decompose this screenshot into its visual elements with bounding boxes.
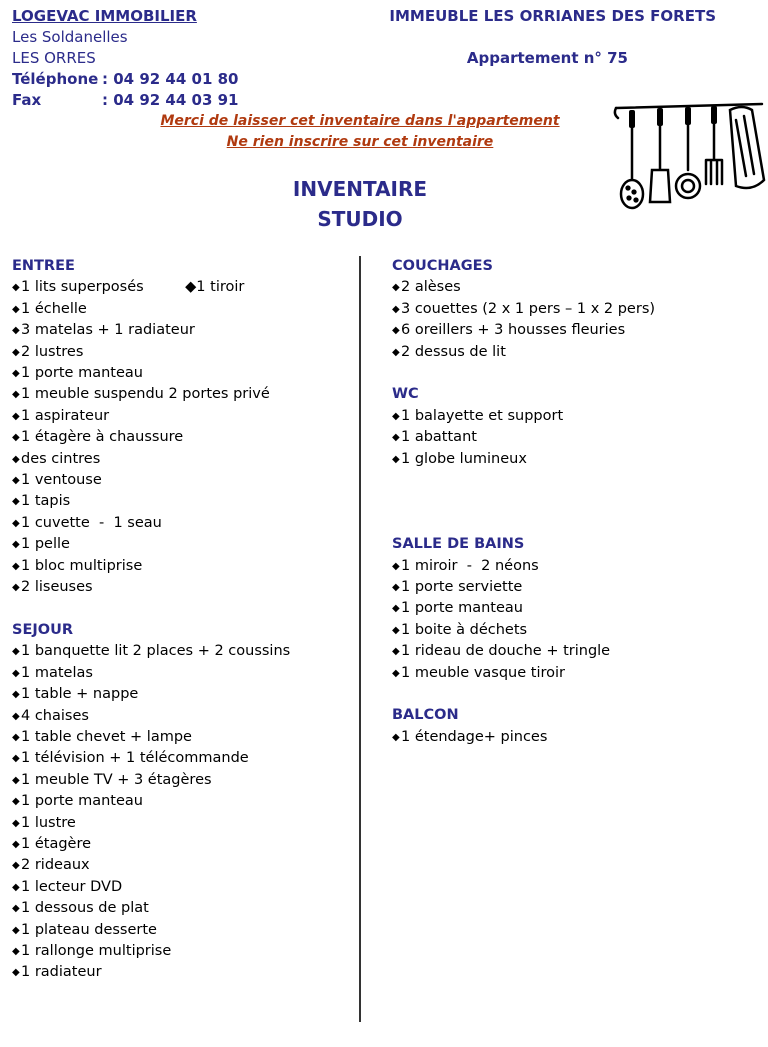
list-item: ◆1 tapis [12, 491, 352, 512]
bullet-icon: ◆ [392, 282, 400, 294]
list-item: ◆1 ventouse [12, 470, 352, 491]
list-item: ◆1 dessous de plat [12, 898, 352, 919]
bullet-icon: ◆ [12, 432, 20, 444]
notice-keep-inventory: Merci de laisser cet inventaire dans l'appartement [160, 113, 560, 129]
section-heading: SALLE DE BAINS [392, 536, 525, 553]
list-item: ◆2 dessus de lit [392, 342, 752, 363]
bullet-icon: ◆ [12, 325, 20, 337]
section-heading: SEJOUR [12, 621, 74, 638]
bullet-icon: ◆ [12, 560, 20, 572]
item-list [392, 556, 752, 684]
section-wc [392, 384, 752, 470]
section-sejour [12, 620, 352, 984]
list-item: ◆1 matelas [12, 663, 352, 684]
agency-block [12, 6, 238, 111]
list-item: ◆2 rideaux [12, 855, 352, 876]
list-item: ◆1 étagère [12, 834, 352, 855]
section-heading: COUCHAGES [392, 258, 493, 274]
list-item: ◆1 boite à déchets [392, 620, 752, 641]
list-item: ◆1 table + nappe [12, 684, 352, 705]
list-item: ◆1 échelle [12, 299, 352, 320]
item-list [392, 406, 752, 470]
section-heading: BALCON [392, 707, 459, 724]
list-item: ◆1 meuble TV + 3 étagères [12, 770, 352, 791]
page-title: INVENTAIRE [292, 177, 428, 201]
list-item: ◆2 lustres [12, 342, 352, 363]
bullet-icon: ◆ [12, 539, 20, 551]
bullet-icon: ◆ [392, 560, 400, 572]
bullet-icon: ◆ [12, 881, 20, 893]
phone-label: Téléphone [12, 70, 99, 88]
item-list [12, 641, 352, 984]
bullet-icon: ◆ [12, 646, 20, 658]
bullet-icon: ◆ [12, 582, 20, 594]
bullet-icon: ◆ [12, 903, 20, 915]
list-item: ◆1 porte manteau [12, 363, 352, 384]
item-list [12, 277, 352, 598]
agency-name: LOGEVAC IMMOBILIER [12, 7, 197, 25]
list-item: ◆3 couettes (2 x 1 pers – 1 x 2 pers) [392, 299, 752, 320]
bullet-icon: ◆ [12, 453, 20, 465]
bullet-icon: ◆ [12, 967, 20, 979]
phone-line [12, 69, 238, 90]
list-item: ◆1 radiateur [12, 962, 352, 983]
list-item: ◆1 bloc multiprise [12, 556, 352, 577]
bullet-icon: ◆ [392, 582, 400, 594]
section-entree [12, 256, 352, 599]
list-item: ◆des cintres [12, 449, 352, 470]
list-item: ◆1 miroir - 2 néons [392, 556, 752, 577]
bullet-icon: ◆ [12, 838, 20, 850]
agency-address-1: Les Soldanelles [12, 28, 128, 46]
kitchen-utensils-icon [612, 100, 768, 220]
list-item: ◆1 porte manteau [12, 791, 352, 812]
bullet-icon: ◆ [392, 603, 400, 615]
bullet-icon: ◆ [12, 303, 20, 315]
bullet-icon: ◆ [12, 753, 20, 765]
section-heading: WC [392, 386, 419, 403]
list-item: ◆1 lits superposés ◆1 tiroir [12, 277, 352, 298]
section-couchages [392, 256, 752, 363]
bullet-icon: ◆ [12, 945, 20, 957]
list-item: ◆1 rallonge multiprise [12, 941, 352, 962]
bullet-icon: ◆ [12, 796, 20, 808]
building-name: IMMEUBLE LES ORRIANES DES FORETS [389, 7, 716, 25]
bullet-icon: ◆ [12, 924, 20, 936]
apartment-number: Appartement n° 75 [466, 49, 628, 67]
bullet-icon: ◆ [392, 325, 400, 337]
bullet-icon: ◆ [12, 774, 20, 786]
list-item: ◆1 meuble vasque tiroir [392, 663, 752, 684]
list-item: ◆1 porte manteau [392, 598, 752, 619]
bullet-icon: ◆ [12, 496, 20, 508]
phone-number: : 04 92 44 01 80 [102, 70, 239, 88]
list-item: ◆1 télévision + 1 télécommande [12, 748, 352, 769]
fax-line [12, 90, 238, 111]
bullet-icon: ◆ [392, 646, 400, 658]
section-heading: ENTREE [12, 258, 75, 274]
section-salle-de-bains [392, 534, 752, 684]
bullet-icon: ◆ [12, 817, 20, 829]
list-item: ◆1 porte serviette [392, 577, 752, 598]
bullet-icon: ◆ [12, 710, 20, 722]
bullet-icon: ◆ [392, 346, 400, 358]
bullet-icon: ◆ [12, 346, 20, 358]
section-balcon [392, 705, 752, 748]
page-subtitle: STUDIO [317, 207, 403, 231]
list-item: ◆1 plateau desserte [12, 920, 352, 941]
item-list [392, 727, 752, 748]
bullet-icon: ◆ [12, 860, 20, 872]
list-item: ◆4 chaises [12, 706, 352, 727]
bullet-icon: ◆ [12, 689, 20, 701]
list-item: ◆1 abattant [392, 427, 752, 448]
list-item: ◆1 cuvette - 1 seau [12, 513, 352, 534]
bullet-icon: ◆ [392, 432, 400, 444]
bullet-icon: ◆ [392, 410, 400, 422]
bullet-icon: ◆ [12, 731, 20, 743]
bullet-icon: ◆ [12, 389, 20, 401]
bullet-icon: ◆ [12, 517, 20, 529]
column-divider [359, 256, 361, 1022]
list-item: ◆2 liseuses [12, 577, 352, 598]
bullet-icon: ◆ [392, 453, 400, 465]
list-item: ◆1 lecteur DVD [12, 877, 352, 898]
list-item: ◆1 meuble suspendu 2 portes privé [12, 384, 352, 405]
bullet-icon: ◆ [12, 282, 20, 294]
item-list [392, 277, 752, 363]
bullet-icon: ◆ [392, 667, 400, 679]
list-item: ◆2 alèses [392, 277, 752, 298]
left-column [12, 256, 352, 984]
list-item: ◆1 table chevet + lampe [12, 727, 352, 748]
agency-address-2: LES ORRES [12, 49, 96, 67]
list-item: ◆1 balayette et support [392, 406, 752, 427]
bullet-icon: ◆ [12, 667, 20, 679]
bullet-icon: ◆ [392, 624, 400, 636]
bullet-icon: ◆ [12, 368, 20, 380]
list-item: ◆1 globe lumineux [392, 449, 752, 470]
bullet-icon: ◆ [12, 475, 20, 487]
list-item: ◆3 matelas + 1 radiateur [12, 320, 352, 341]
notice-do-not-write: Ne rien inscrire sur cet inventaire [226, 134, 494, 150]
list-item: ◆1 lustre [12, 813, 352, 834]
fax-number: : 04 92 44 03 91 [102, 91, 239, 109]
bullet-icon: ◆ [12, 410, 20, 422]
list-item: ◆1 étendage+ pinces [392, 727, 752, 748]
list-item: ◆1 banquette lit 2 places + 2 coussins [12, 641, 352, 662]
list-item: ◆1 pelle [12, 534, 352, 555]
list-item: ◆1 étagère à chaussure [12, 427, 352, 448]
list-item: ◆1 aspirateur [12, 406, 352, 427]
bullet-icon: ◆ [392, 731, 400, 743]
right-column [392, 256, 752, 748]
list-item: ◆1 rideau de douche + tringle [392, 641, 752, 662]
fax-label: Fax [12, 91, 42, 109]
bullet-icon: ◆ [392, 303, 400, 315]
list-item: ◆6 oreillers + 3 housses fleuries [392, 320, 752, 341]
